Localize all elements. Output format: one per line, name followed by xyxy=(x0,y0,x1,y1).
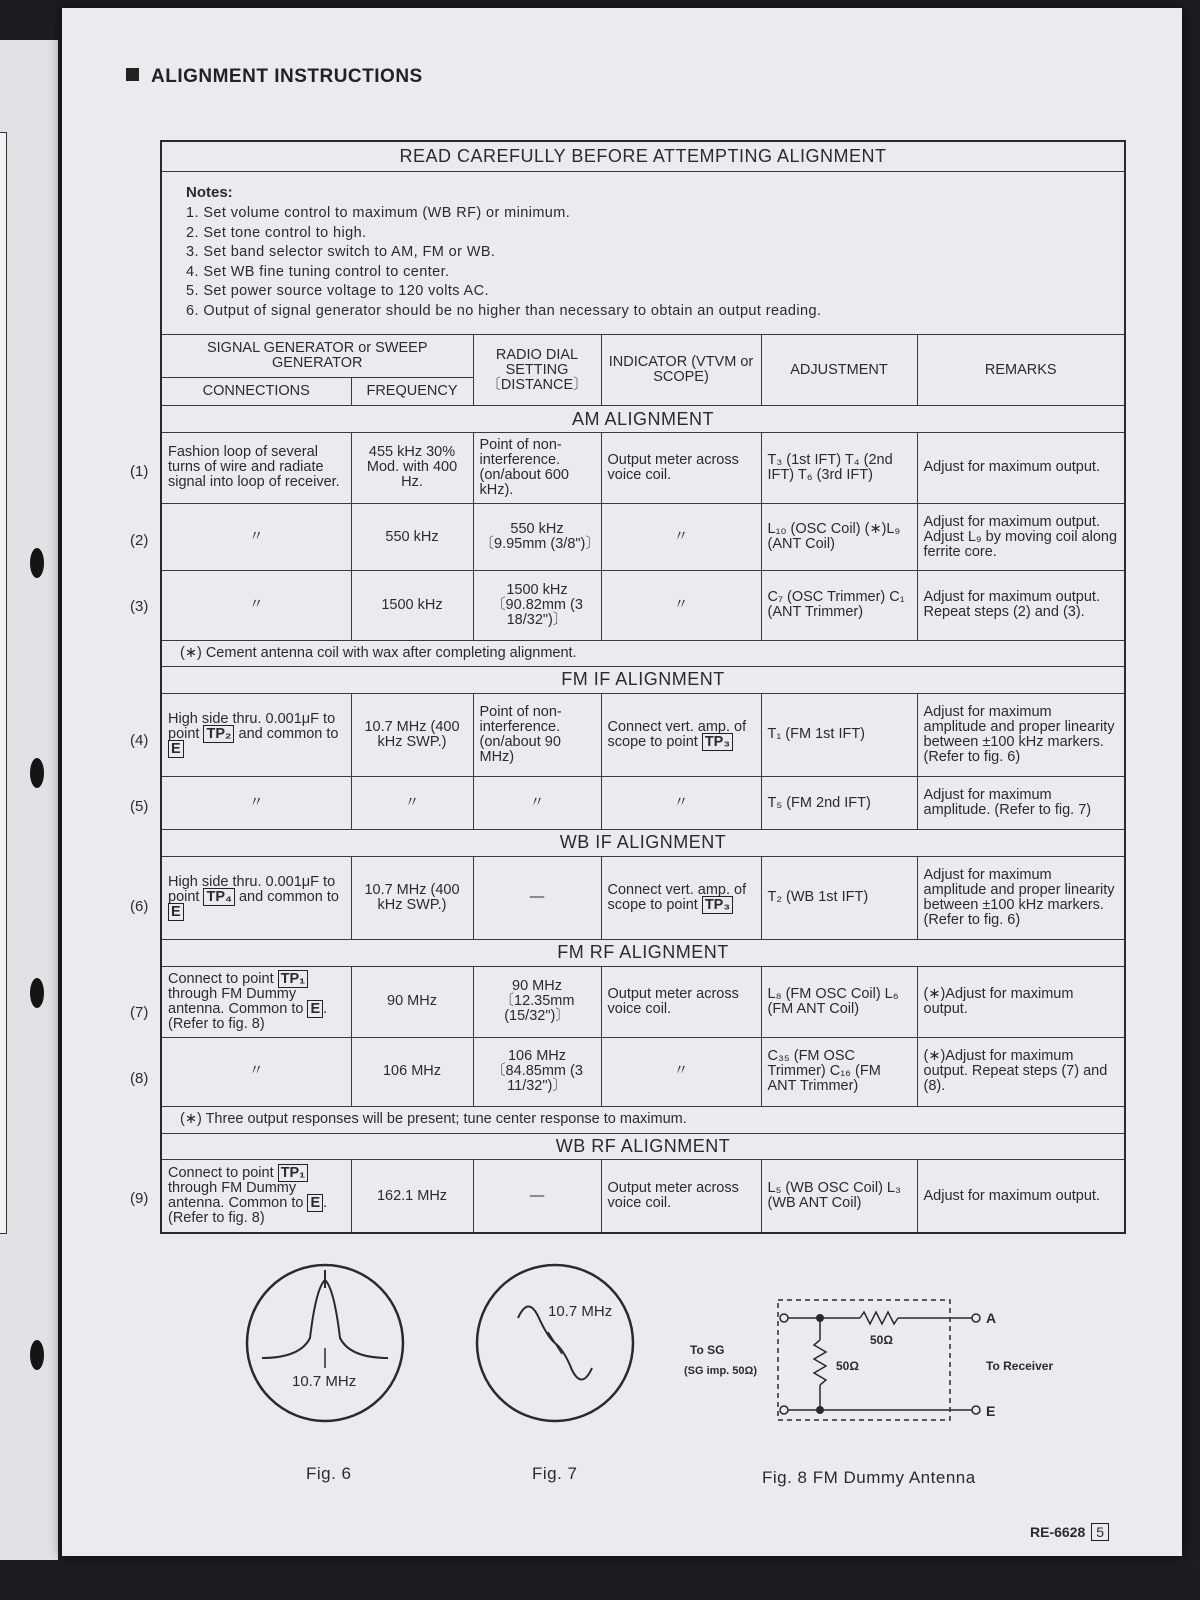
test-point-label: TP₁ xyxy=(278,1164,309,1182)
row-number: (3) xyxy=(130,598,149,615)
row-number: (2) xyxy=(130,532,149,549)
to-sg-label: To SG xyxy=(690,1343,725,1357)
page-title: ALIGNMENT INSTRUCTIONS xyxy=(151,66,423,87)
indicator-cell: Connect vert. amp. of scope to point TP₃ xyxy=(601,693,761,777)
connections-cell: High side thru. 0.001μF to point TP₂ and common to E xyxy=(161,693,351,777)
row-number: (9) xyxy=(130,1190,149,1207)
adjustment-cell: L₈ (FM OSC Coil) L₆ (FM ANT Coil) xyxy=(761,966,917,1037)
header-adjustment: ADJUSTMENT xyxy=(761,335,917,406)
adjustment-cell: T₂ (WB 1st IFT) xyxy=(761,856,917,940)
adjustment-cell: L₅ (WB OSC Coil) L₃ (WB ANT Coil) xyxy=(761,1160,917,1233)
page-header xyxy=(126,66,423,88)
note-item: 5. Set power source voltage to 120 volts AC. xyxy=(186,283,489,300)
table-row xyxy=(161,693,1125,777)
frequency-cell: 〃 xyxy=(351,777,473,830)
frequency-cell: 1500 kHz xyxy=(351,571,473,640)
dial-cell: 550 kHz 〔9.95mm (3/8")〕 xyxy=(473,504,601,571)
remarks-cell: Adjust for maximum amplitude and proper linearity between ±100 kHz markers. (Refer to fig. 6) xyxy=(917,856,1125,940)
fig6-caption: Fig. 6 xyxy=(306,1464,352,1483)
fig8-caption: Fig. 8 FM Dummy Antenna xyxy=(762,1468,976,1487)
remarks-cell: Adjust for maximum output. xyxy=(917,1160,1125,1233)
frequency-cell: 455 kHz 30% Mod. with 400 Hz. xyxy=(351,432,473,503)
fig6-waveform xyxy=(240,1258,410,1428)
header-connections: CONNECTIONS xyxy=(161,377,351,406)
terminal-a-label: A xyxy=(986,1310,997,1326)
remarks-cell: Adjust for maximum output. Repeat steps (2) and (3). xyxy=(917,571,1125,640)
adjustment-cell: C₃₅ (FM OSC Trimmer) C₁₆ (FM ANT Trimmer) xyxy=(761,1037,917,1106)
table-row xyxy=(161,777,1125,830)
dial-cell: 90 MHz 〔12.35mm (15/32")〕 xyxy=(473,966,601,1037)
test-point-label: TP₃ xyxy=(702,896,733,914)
dial-cell: 〃 xyxy=(473,777,601,830)
adjustment-cell: L₁₀ (OSC Coil) (∗)L₉ (ANT Coil) xyxy=(761,504,917,571)
adjustment-cell: T₃ (1st IFT) T₄ (2nd IFT) T₆ (3rd IFT) xyxy=(761,432,917,503)
dial-cell: 1500 kHz 〔90.82mm (3 18/32")〕 xyxy=(473,571,601,640)
test-point-label: TP₃ xyxy=(702,733,733,751)
note-item: 6. Output of signal generator should be no higher than necessary to obtain an output reading. xyxy=(186,302,822,319)
fig6-label: 10.7 MHz xyxy=(292,1373,357,1390)
table-row xyxy=(161,856,1125,940)
frequency-cell: 10.7 MHz (400 kHz SWP.) xyxy=(351,856,473,940)
fig7-label: 10.7 MHz xyxy=(548,1303,613,1320)
page-footer xyxy=(1030,1524,1109,1540)
section-am: AM ALIGNMENT xyxy=(161,406,1125,432)
row-number: (6) xyxy=(130,898,149,915)
am-footnote: (∗) Cement antenna coil with wax after completing alignment. xyxy=(161,640,1125,666)
indicator-cell: 〃 xyxy=(601,571,761,640)
common-label: E xyxy=(168,740,184,758)
frequency-cell: 162.1 MHz xyxy=(351,1160,473,1233)
note-item: 3. Set band selector switch to AM, FM or WB. xyxy=(186,244,496,261)
connections-cell: Connect to point TP₁ through FM Dummy antenna. Common to E . (Refer to fig. 8) xyxy=(161,1160,351,1233)
adjustment-cell: T₅ (FM 2nd IFT) xyxy=(761,777,917,830)
indicator-cell: Output meter across voice coil. xyxy=(601,966,761,1037)
common-label: E xyxy=(307,1000,323,1018)
connections-cell: 〃 xyxy=(161,777,351,830)
table-row xyxy=(161,571,1125,640)
header-signal-generator: SIGNAL GENERATOR or SWEEP GENERATOR xyxy=(161,335,473,378)
row-number: (4) xyxy=(130,732,149,749)
row-number: (1) xyxy=(130,463,149,480)
adjustment-cell: C₇ (OSC Trimmer) C₁ (ANT Trimmer) xyxy=(761,571,917,640)
dial-cell: Point of non-interference. (on/about 600 kHz). xyxy=(473,432,601,503)
square-bullet-icon xyxy=(126,68,139,81)
table-row xyxy=(161,432,1125,503)
table-row xyxy=(161,966,1125,1037)
section-fm-if: FM IF ALIGNMENT xyxy=(161,667,1125,693)
table-row xyxy=(161,1037,1125,1106)
frequency-cell: 10.7 MHz (400 kHz SWP.) xyxy=(351,693,473,777)
indicator-cell: Output meter across voice coil. xyxy=(601,1160,761,1233)
indicator-cell: Output meter across voice coil. xyxy=(601,432,761,503)
indicator-cell: 〃 xyxy=(601,1037,761,1106)
test-point-label: TP₄ xyxy=(203,888,234,906)
row-number: (5) xyxy=(130,798,149,815)
table-title: READ CAREFULLY BEFORE ATTEMPTING ALIGNMENT xyxy=(161,141,1125,172)
dial-cell: 106 MHz 〔84.85mm (3 11/32")〕 xyxy=(473,1037,601,1106)
fig7-caption: Fig. 7 xyxy=(532,1464,578,1483)
remarks-cell: (∗)Adjust for maximum output. Repeat steps (7) and (8). xyxy=(917,1037,1125,1106)
notes-block xyxy=(161,172,1125,335)
terminal-e-label: E xyxy=(986,1403,996,1419)
header-indicator: INDICATOR (VTVM or SCOPE) xyxy=(601,335,761,406)
notes-title: Notes: xyxy=(186,184,233,202)
alignment-table xyxy=(160,140,1126,1234)
adjustment-cell: T₁ (FM 1st IFT) xyxy=(761,693,917,777)
remarks-cell: Adjust for maximum output. Adjust L₉ by moving coil along ferrite core. xyxy=(917,504,1125,571)
section-wb-if: WB IF ALIGNMENT xyxy=(161,830,1125,856)
to-receiver-label: To Receiver xyxy=(986,1359,1054,1373)
connections-cell: 〃 xyxy=(161,1037,351,1106)
table-row xyxy=(161,1160,1125,1233)
adjacent-page-edge xyxy=(0,40,58,1560)
connections-cell: High side thru. 0.001μF to point TP₄ and common to E xyxy=(161,856,351,940)
common-label: E xyxy=(307,1194,323,1212)
header-dial-setting: RADIO DIAL SETTING〔DISTANCE〕 xyxy=(473,335,601,406)
remarks-cell: Adjust for maximum amplitude and proper linearity between ±100 kHz markers. (Refer to fig. 6) xyxy=(917,693,1125,777)
frequency-cell: 106 MHz xyxy=(351,1037,473,1106)
row-number: (8) xyxy=(130,1070,149,1087)
shunt-resistor-label: 50Ω xyxy=(836,1359,859,1373)
note-item: 4. Set WB fine tuning control to center. xyxy=(186,263,450,280)
row-number: (7) xyxy=(130,1004,149,1021)
common-label: E xyxy=(168,903,184,921)
test-point-label: TP₁ xyxy=(278,970,309,988)
remarks-cell: Adjust for maximum output. xyxy=(917,432,1125,503)
model-number: RE-6628 xyxy=(1030,1524,1086,1540)
connections-cell: 〃 xyxy=(161,504,351,571)
fig8-dummy-antenna xyxy=(680,1290,1054,1440)
connections-cell: Fashion loop of several turns of wire and radiate signal into loop of receiver. xyxy=(161,432,351,503)
fig7-waveform xyxy=(470,1258,640,1428)
indicator-cell: 〃 xyxy=(601,777,761,830)
sg-impedance-label: (SG imp. 50Ω) xyxy=(684,1365,757,1377)
note-item: 2. Set tone control to high. xyxy=(186,224,367,241)
indicator-cell: 〃 xyxy=(601,504,761,571)
section-fm-rf: FM RF ALIGNMENT xyxy=(161,940,1125,966)
dial-cell: — xyxy=(473,856,601,940)
connections-cell: 〃 xyxy=(161,571,351,640)
connections-cell: Connect to point TP₁ through FM Dummy antenna. Common to E . (Refer to fig. 8) xyxy=(161,966,351,1037)
page-number: 5 xyxy=(1091,1523,1109,1541)
frequency-cell: 90 MHz xyxy=(351,966,473,1037)
header-frequency: FREQUENCY xyxy=(351,377,473,406)
dial-cell: Point of non-interference. (on/about 90 MHz) xyxy=(473,693,601,777)
note-item: 1. Set volume control to maximum (WB RF) or minimum. xyxy=(186,205,571,222)
fm-rf-footnote: (∗) Three output responses will be present; tune center response to maximum. xyxy=(161,1107,1125,1133)
series-resistor-label: 50Ω xyxy=(870,1333,893,1347)
test-point-label: TP₂ xyxy=(203,725,234,743)
header-remarks: REMARKS xyxy=(917,335,1125,406)
dial-cell: — xyxy=(473,1160,601,1233)
indicator-cell: Connect vert. amp. of scope to point TP₃ xyxy=(601,856,761,940)
frequency-cell: 550 kHz xyxy=(351,504,473,571)
table-row xyxy=(161,504,1125,571)
section-wb-rf: WB RF ALIGNMENT xyxy=(161,1133,1125,1159)
remarks-cell: (∗)Adjust for maximum output. xyxy=(917,966,1125,1037)
remarks-cell: Adjust for maximum amplitude. (Refer to fig. 7) xyxy=(917,777,1125,830)
